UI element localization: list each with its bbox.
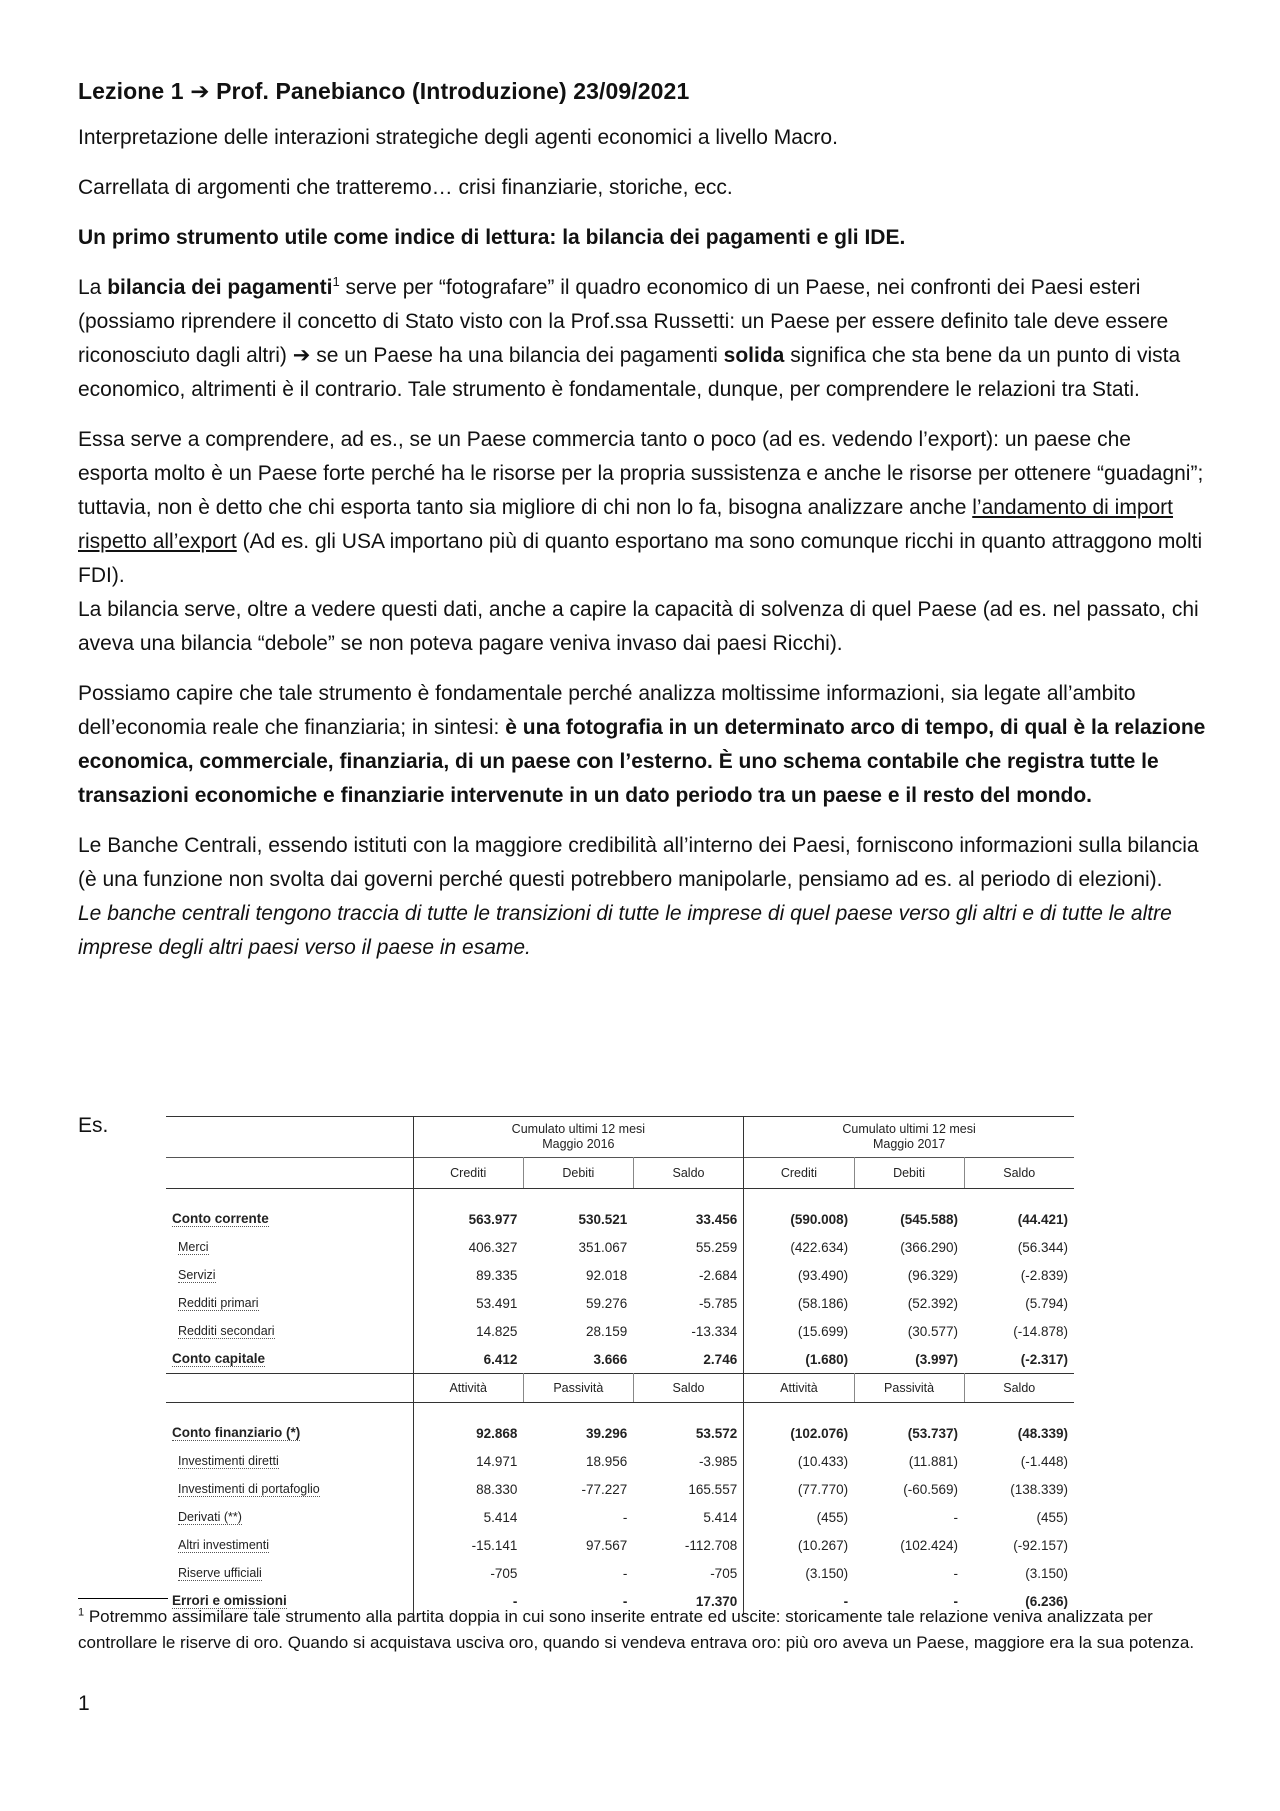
empty-cell	[964, 1189, 1074, 1206]
table-cell: 88.330	[476, 1481, 518, 1497]
column-header: Debiti	[523, 1158, 633, 1189]
table-cell: -5.785	[633, 1289, 743, 1317]
table-row	[166, 1559, 1074, 1587]
title-lesson: Lezione 1	[78, 78, 184, 104]
table-cell: (3.150)	[1025, 1565, 1068, 1581]
table-cell: 530.521	[578, 1211, 628, 1227]
table-cell: (56.344)	[1017, 1239, 1068, 1255]
table-row	[166, 1447, 1074, 1475]
text-run: Possiamo capire che tale strumento è fondamentale perché analizza moltissime informazioni, sia legate all’ambito dell’economia reale che finanziaria; in sintesi:	[78, 682, 1136, 739]
column-header: Crediti	[413, 1158, 523, 1189]
empty-cell	[166, 1189, 413, 1206]
row-label-text: Merci	[178, 1239, 209, 1254]
table-cell: (-14.878)	[1013, 1323, 1068, 1339]
table-cell: 59.276	[586, 1295, 628, 1311]
example-section	[78, 1108, 1218, 1608]
table-cell: 3.666	[593, 1351, 628, 1367]
column-header: Debiti	[854, 1158, 964, 1189]
empty-cell	[166, 1117, 413, 1158]
table-cell: 5.414	[483, 1509, 518, 1525]
table-cell: (366.290)	[900, 1239, 959, 1255]
spacer-row	[166, 1403, 1074, 1420]
table-cell: -112.708	[633, 1531, 743, 1559]
empty-cell	[523, 1189, 633, 1206]
table-cell: (3.997)	[915, 1351, 959, 1367]
table-cell: (102.424)	[900, 1537, 959, 1553]
column-header: Saldo	[633, 1158, 743, 1189]
empty-cell	[854, 1189, 964, 1206]
column-header: Saldo	[964, 1158, 1074, 1189]
table-row	[166, 1531, 1074, 1559]
row-label-text: Investimenti di portafoglio	[178, 1481, 320, 1496]
table-cell: (102.076)	[790, 1425, 849, 1441]
row-label	[166, 1317, 413, 1345]
table-cell: (11.881)	[908, 1453, 959, 1469]
table-cell: 33.456	[633, 1205, 743, 1233]
row-label	[166, 1205, 413, 1233]
column-header-row	[166, 1158, 1074, 1189]
table-cell: -	[953, 1509, 959, 1525]
table-cell: 18.956	[586, 1453, 628, 1469]
title-professor-date: Prof. Panebianco (Introduzione) 23/09/2021	[216, 78, 690, 104]
table-cell: 5.414	[633, 1503, 743, 1531]
table-cell: (10.267)	[797, 1537, 849, 1553]
row-label	[166, 1289, 413, 1317]
table-cell: -15.141	[471, 1537, 518, 1553]
table-row	[166, 1503, 1074, 1531]
table-cell: -77.227	[581, 1481, 628, 1497]
empty-cell	[633, 1403, 743, 1420]
empty-cell	[166, 1158, 413, 1189]
table-cell: 97.567	[586, 1537, 628, 1553]
empty-cell	[744, 1403, 854, 1420]
table-cell: (-2.839)	[1020, 1267, 1068, 1283]
paragraph-synthesis	[78, 677, 1206, 813]
table-cell: 14.971	[476, 1453, 518, 1469]
table-cell: (590.008)	[790, 1211, 849, 1227]
table-row	[166, 1289, 1074, 1317]
paragraph-tool-heading: Un primo strumento utile come indice di lettura: la bilancia dei pagamenti e gli IDE.	[78, 226, 906, 249]
row-label	[166, 1531, 413, 1559]
row-label	[166, 1345, 413, 1374]
arrow-icon: ➔	[190, 78, 210, 104]
table-cell: (77.770)	[797, 1481, 849, 1497]
paragraph-solvenza: La bilancia serve, oltre a vedere questi dati, anche a capire la capacità di solvenza di quel Paese (ad es. nel passato, chi aveva una bilancia “debole” se non poteva pagare veniva invaso dai paesi Ricchi).	[78, 598, 1199, 655]
table-cell: (-1.448)	[1020, 1453, 1068, 1469]
column-header: Saldo	[964, 1374, 1074, 1403]
row-label	[166, 1559, 413, 1587]
table-row	[166, 1475, 1074, 1503]
table-cell: 406.327	[468, 1239, 518, 1255]
example-label: Es.	[78, 1114, 109, 1137]
table-cell: 39.296	[586, 1425, 628, 1441]
text-run: La	[78, 276, 108, 299]
text-run: (Ad es. gli USA importano più di quanto esportano ma sono comunque ricchi in quanto attraggono molti FDI).	[78, 530, 1203, 587]
row-label-text: Investimenti diretti	[178, 1453, 279, 1468]
table-cell: 6.412	[483, 1351, 518, 1367]
table-cell: (58.186)	[797, 1295, 849, 1311]
table-cell: -705	[490, 1565, 518, 1581]
empty-cell	[413, 1403, 523, 1420]
row-label-text: Derivati (**)	[178, 1509, 242, 1524]
table-cell: (-2.317)	[1020, 1351, 1068, 1367]
paragraph-central-banks: Le Banche Centrali, essendo istituti con la maggiore credibilità all’interno dei Paesi, forniscono informazioni sulla bilancia (è una funzione non svolta dai governi perché questi potrebbero manipolarle, pensiamo ad es. al periodo di elezioni).	[78, 834, 1199, 891]
arrow-icon: ➔	[292, 344, 311, 367]
underlined-phrase: l’andamento di import rispetto all’export	[78, 496, 1174, 553]
text-run: serve per “fotografare” il quadro economico di un Paese, nei confronti dei Paesi esteri (possiamo riprendere il concetto di Stato visto con la Prof.ssa Russetti: un Paese per essere definito tale deve essere riconosciuto dagli altri)	[78, 276, 1169, 367]
column-header: Passività	[854, 1374, 964, 1403]
table-cell: (138.339)	[1010, 1481, 1068, 1497]
table-cell: (48.339)	[1017, 1425, 1068, 1441]
bold-term-solida: solida	[723, 344, 785, 367]
table-cell: 53.572	[633, 1419, 743, 1447]
row-label-text: Redditi secondari	[178, 1323, 275, 1338]
table-cell: 165.557	[633, 1475, 743, 1503]
table-cell: 89.335	[476, 1267, 518, 1283]
table-cell: (96.329)	[907, 1267, 959, 1283]
empty-cell	[854, 1403, 964, 1420]
text-run: se un Paese ha una bilancia dei pagamenti	[310, 344, 724, 367]
table-cell: -	[953, 1565, 959, 1581]
lesson-title	[78, 78, 1206, 105]
empty-cell	[523, 1403, 633, 1420]
table-row	[166, 1261, 1074, 1289]
period-header-row	[166, 1117, 1074, 1158]
table-cell: -3.985	[633, 1447, 743, 1475]
table-cell: 563.977	[468, 1211, 518, 1227]
table-cell: -705	[633, 1559, 743, 1587]
table-row	[166, 1317, 1074, 1345]
table-cell: (455)	[816, 1509, 849, 1525]
table-cell: 53.491	[476, 1295, 518, 1311]
empty-cell	[633, 1189, 743, 1206]
table-cell: -	[512, 1593, 518, 1609]
table-row	[166, 1233, 1074, 1261]
table-cell: -	[843, 1593, 849, 1609]
table-cell: 351.067	[578, 1239, 628, 1255]
table-cell: (6.236)	[1025, 1593, 1068, 1609]
table-cell: (-60.569)	[903, 1481, 959, 1497]
empty-cell	[964, 1403, 1074, 1420]
table-cell: -2.684	[633, 1261, 743, 1289]
table-cell: (-92.157)	[1013, 1537, 1068, 1553]
paragraph-central-banks-italic: Le banche centrali tengono traccia di tutte le transizioni di tutte le imprese di quel paese verso gli altri e di tutte le altre imprese degli altri paesi verso il paese in esame.	[78, 902, 1172, 959]
row-label-text: Conto corrente	[172, 1211, 269, 1226]
table-cell: 14.825	[476, 1323, 518, 1339]
footnote-number: 1	[78, 1606, 85, 1619]
table-cell: -13.334	[633, 1317, 743, 1345]
row-label-text: Conto capitale	[172, 1351, 266, 1366]
table-cell: (545.588)	[900, 1211, 959, 1227]
column-header: Passività	[523, 1374, 633, 1403]
table-cell: 55.259	[633, 1233, 743, 1261]
table-cell: -	[622, 1509, 628, 1525]
row-label	[166, 1475, 413, 1503]
paragraph-intro: Interpretazione delle interazioni strategiche degli agenti economici a livello Macro.	[78, 126, 838, 149]
paragraph-topics: Carrellata di argomenti che tratteremo… crisi finanziarie, storiche, ecc.	[78, 176, 733, 199]
paragraph-export	[78, 423, 1206, 593]
table-cell: 92.018	[586, 1267, 628, 1283]
table-cell: 92.868	[476, 1425, 518, 1441]
row-label-text: Redditi primari	[178, 1295, 259, 1310]
row-label-text: Conto finanziario (*)	[172, 1425, 301, 1440]
table-cell: -	[622, 1593, 628, 1609]
table-cell: 17.370	[633, 1587, 743, 1615]
table-cell: (5.794)	[1025, 1295, 1068, 1311]
table-cell: -	[622, 1565, 628, 1581]
row-label	[166, 1447, 413, 1475]
column-header: Attività	[744, 1374, 854, 1403]
table-cell: (30.577)	[907, 1323, 959, 1339]
row-label	[166, 1503, 413, 1531]
table-cell: (455)	[1036, 1509, 1068, 1525]
document-body	[78, 78, 1206, 981]
table-cell: -	[953, 1593, 959, 1609]
paragraph-bilancia	[78, 271, 1206, 407]
table-cell: (53.737)	[907, 1425, 959, 1441]
table-cell: (52.392)	[907, 1295, 959, 1311]
empty-cell	[166, 1403, 413, 1420]
bold-term-bilancia: bilancia dei pagamenti	[107, 276, 333, 299]
column-header: Crediti	[744, 1158, 854, 1189]
table-cell: (15.699)	[797, 1323, 849, 1339]
row-label	[166, 1261, 413, 1289]
period-2017: Cumulato ultimi 12 mesi Maggio 2017	[744, 1117, 1074, 1158]
footnote-text: Potremmo assimilare tale strumento alla partita doppia in cui sono inserite entrate ed uscite: storicamente tale relazione veniva analizzata per controllare le riserve di oro. Quando si acquistava usciva oro, quando si vendeva entrava oro: più oro aveva un Paese, maggiore era la sua potenza.	[78, 1607, 1195, 1652]
period-2016: Cumulato ultimi 12 mesi Maggio 2016	[413, 1117, 744, 1158]
balance-of-payments-table	[166, 1116, 1074, 1615]
empty-cell	[413, 1189, 523, 1206]
row-label	[166, 1233, 413, 1261]
text-run: Essa serve a comprendere, ad es., se un Paese commercia tanto o poco (ad es. vedendo l’export): un paese che esporta molto è un Paese forte perché ha le risorse per la propria sussistenza e anche le risorse per ottenere “guadagni”; tuttavia, non è detto che chi esporta tanto sia migliore di chi non lo fa, bisogna analizzare anche	[78, 428, 1204, 519]
footnote-ref[interactable]: 1	[332, 274, 340, 289]
spacer-row	[166, 1189, 1074, 1206]
table-cell: (10.433)	[797, 1453, 849, 1469]
table-cell: 2.746	[633, 1345, 743, 1374]
row-label	[166, 1419, 413, 1447]
column-header: Saldo	[633, 1374, 743, 1403]
text-run: significa che sta bene da un punto di vista economico, altrimenti è il contrario. Tale strumento è fondamentale, dunque, per comprendere le relazioni tra Stati.	[78, 344, 1181, 401]
empty-cell	[166, 1374, 413, 1403]
row-label-text: Riserve ufficiali	[178, 1565, 262, 1580]
table-row	[166, 1345, 1074, 1374]
row-label-text: Servizi	[178, 1267, 216, 1282]
page-number: 1	[78, 1692, 90, 1715]
bold-definition: è una fotografia in un determinato arco di tempo, di qual è la relazione economica, commerciale, finanziaria, di un paese con l’esterno. È uno schema contabile che registra tutte le transazioni economiche e finanziarie intervenute in un dato periodo tra un paese e il resto del mondo.	[78, 716, 1206, 807]
table-cell: (93.490)	[797, 1267, 849, 1283]
empty-cell	[744, 1189, 854, 1206]
table-cell: (422.634)	[790, 1239, 849, 1255]
column-header-row	[166, 1374, 1074, 1403]
table-cell: (1.680)	[805, 1351, 849, 1367]
table-row	[166, 1205, 1074, 1233]
row-label-text: Altri investimenti	[178, 1537, 269, 1552]
table-cell: (3.150)	[805, 1565, 849, 1581]
table-cell: 28.159	[586, 1323, 628, 1339]
table-cell: (44.421)	[1017, 1211, 1068, 1227]
table-row	[166, 1419, 1074, 1447]
footnote-separator	[78, 1598, 168, 1599]
column-header: Attività	[413, 1374, 523, 1403]
row-label-text: Errori e omissioni	[172, 1593, 287, 1608]
footnote	[78, 1604, 1208, 1656]
